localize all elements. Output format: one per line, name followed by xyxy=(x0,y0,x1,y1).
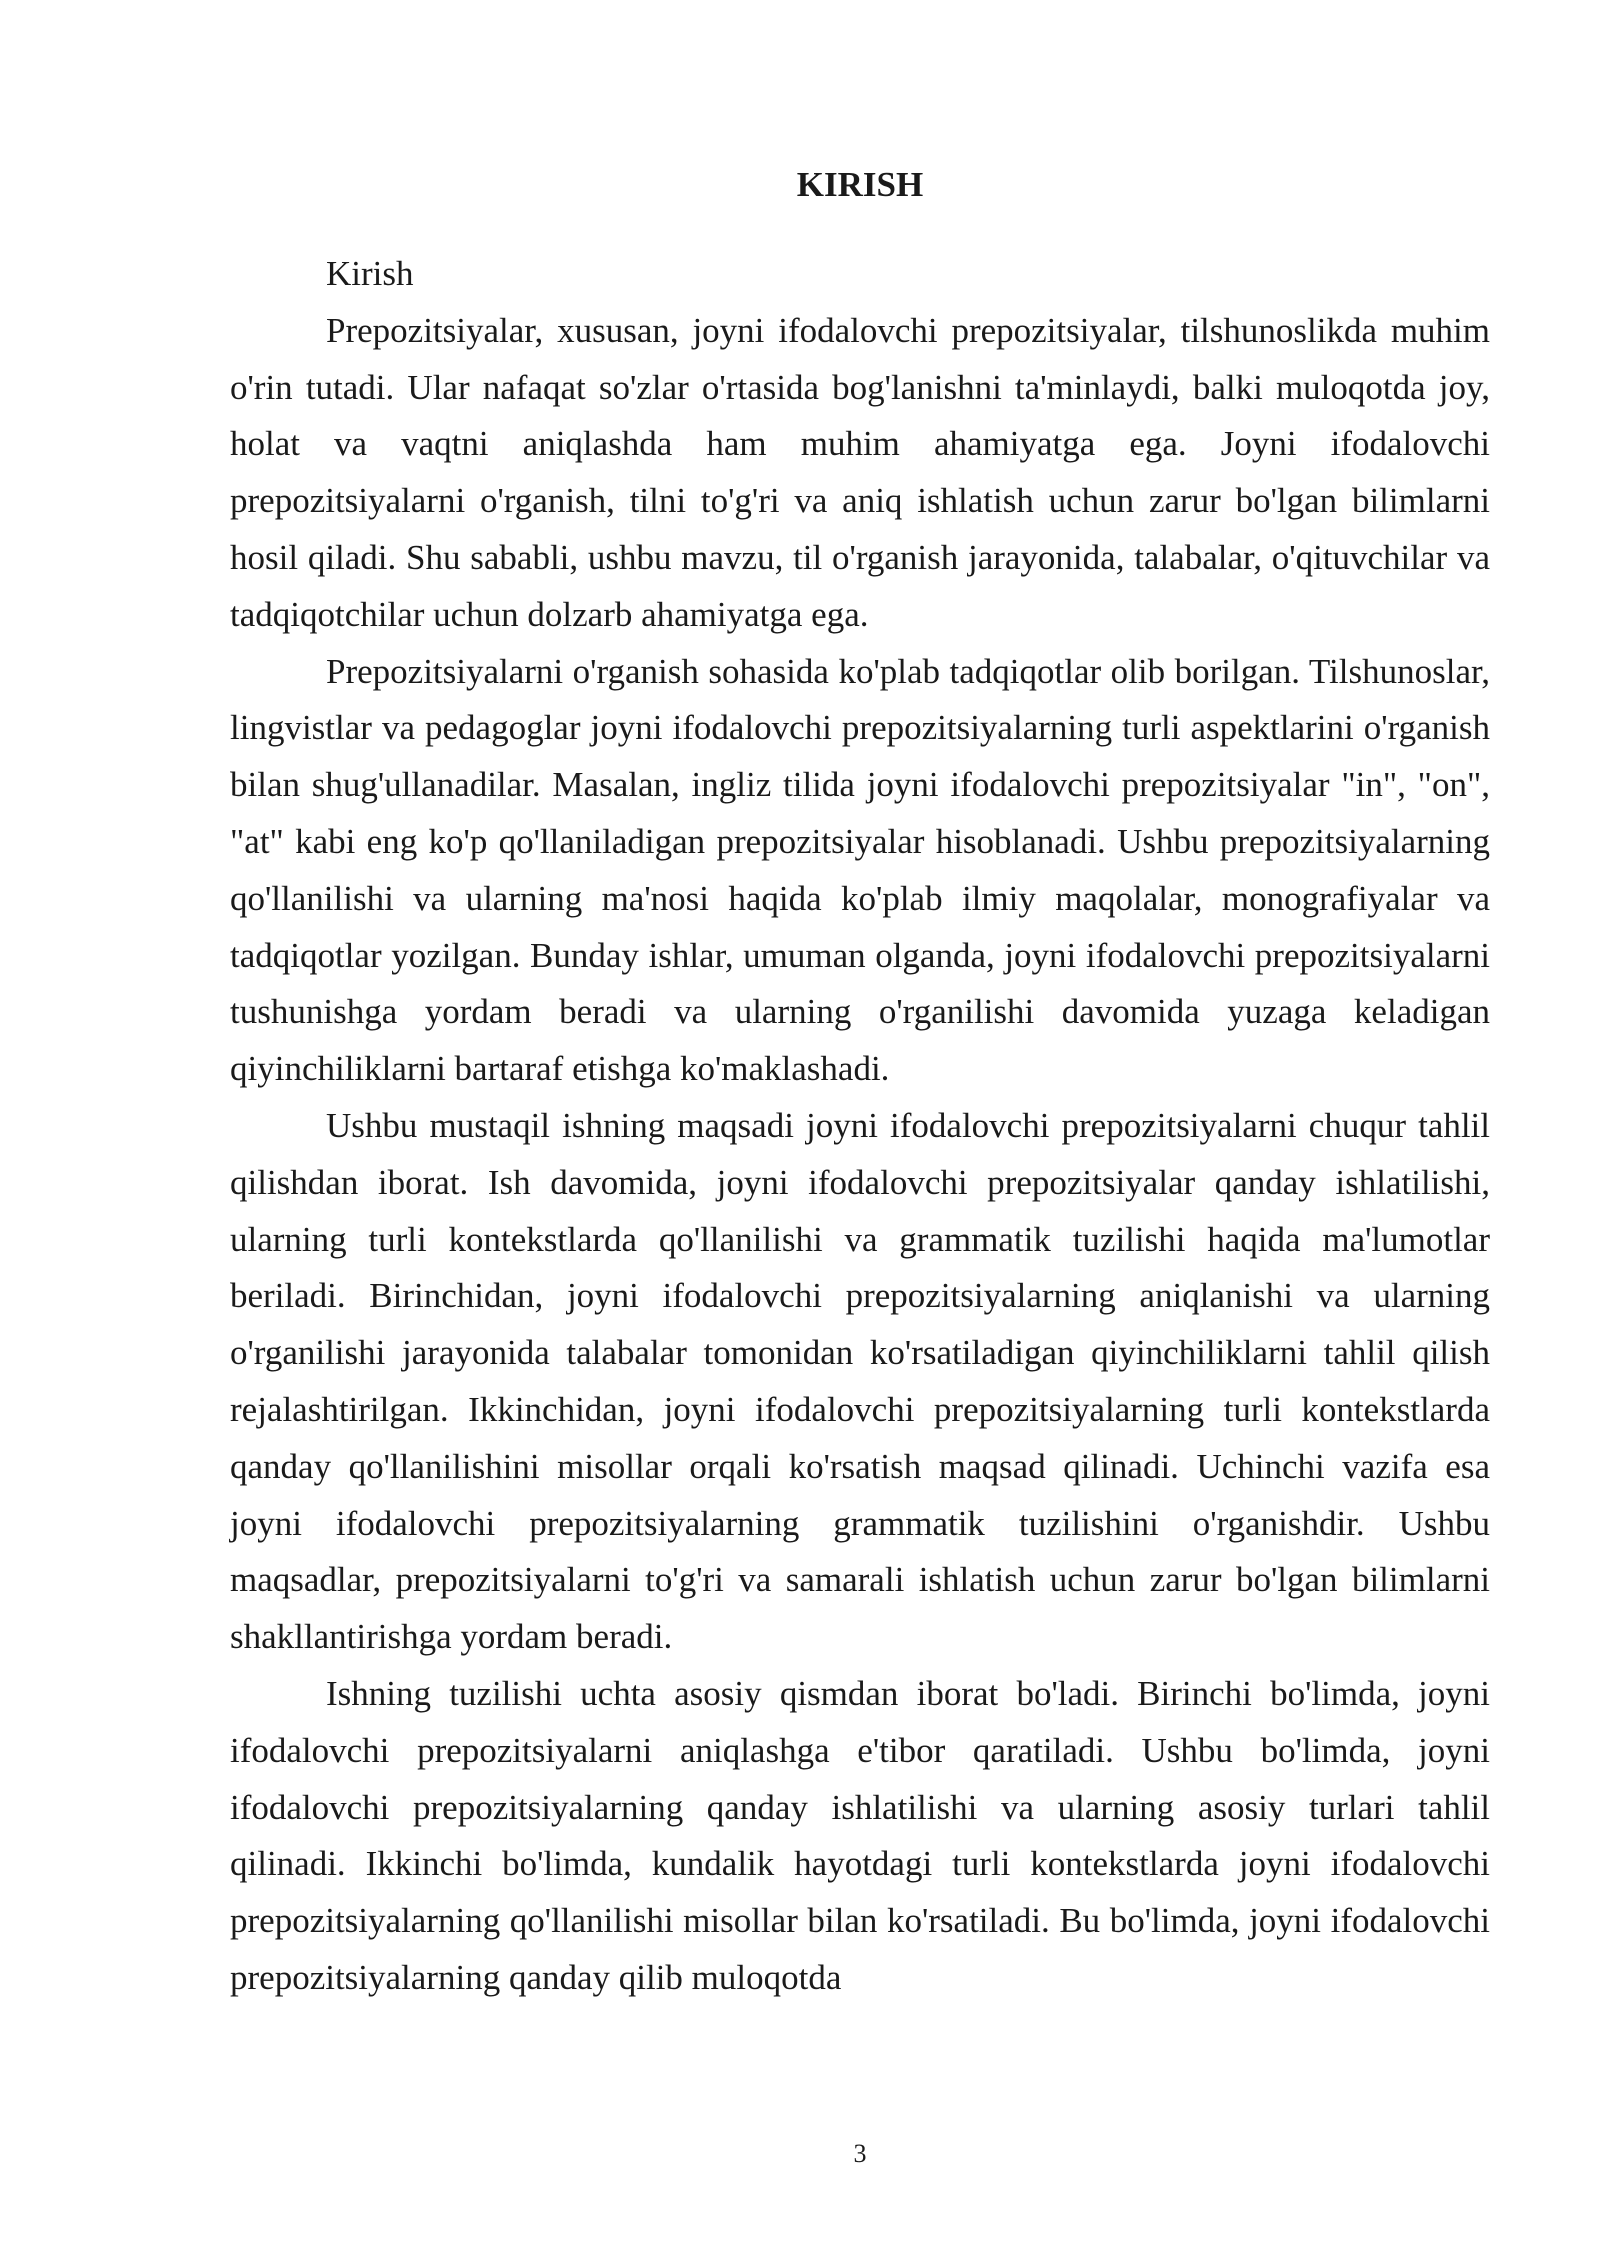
page-number: 3 xyxy=(853,2139,867,2168)
paragraph-1: Prepozitsiyalar, xususan, joyni ifodalovchi prepozitsiyalar, tilshunoslikda muhim o'rin tutadi. Ular nafaqat so'zlar o'rtasida bog'lanishni ta'minlaydi, balki muloqotda joy, holat va vaqtni aniqlashda ham muhim ahamiyatga ega. Joyni ifodalovchi prepozitsiyalarni o'rganish, tilni to'g'ri va aniq ishlatish uchun zarur bo'lgan bilimlarni hosil qiladi. Shu sababli, ushbu mavzu, til o'rganish jarayonida, talabalar, o'qituvchilar va tadqiqotchilar uchun dolzarb ahamiyatga ega. xyxy=(230,310,1490,634)
paragraph-3: Ushbu mustaqil ishning maqsadi joyni ifodalovchi prepozitsiyalarni chuqur tahlil qilishdan iborat. Ish davomida, joyni ifodalovchi prepozitsiyalar qanday ishlatilishi, ularning turli kontekstlarda qo'llanilishi va grammatik tuzilishi haqida ma'lumotlar beriladi. Birinchidan, joyni ifodalovchi prepozitsiyalarning aniqlanishi va ularning o'rganilishi jarayonida talabalar tomonidan ko'rsatiladigan qiyinchiliklarni tahlil qilish rejalashtirilgan. Ikkinchidan, joyni ifodalovchi prepozitsiyalarning turli kontekstlarda qanday qo'llanilishini misollar orqali ko'rsatish maqsad qilinadi. Uchinchi vazifa esa joyni ifodalovchi prepozitsiyalarning grammatik tuzilishini o'rganishdir. Ushbu maqsadlar, prepozitsiyalarni to'g'ri va samarali ishlatish uchun zarur bo'lgan bilimlarni shakllantirishga yordam beradi. xyxy=(230,1105,1490,1657)
document-body xyxy=(230,246,1490,2007)
section-subheading: Kirish xyxy=(326,254,414,293)
paragraph-4: Ishning tuzilishi uchta asosiy qismdan iborat bo'ladi. Birinchi bo'limda, joyni ifodalovchi prepozitsiyalarni aniqlashga e'tibor qaratiladi. Ushbu bo'limda, joyni ifodalovchi prepozitsiyalarning qanday ishlatilishi va ularning asosiy turlari tahlil qilinadi. Ikkinchi bo'limda, kundalik hayotdagi turli kontekstlarda joyni ifodalovchi prepozitsiyalarning qo'llanilishi misollar bilan ko'rsatiladi. Bu bo'limda, joyni ifodalovchi prepozitsiyalarning qanday qilib muloqotda xyxy=(230,1673,1490,1997)
paragraph-2: Prepozitsiyalarni o'rganish sohasida ko'plab tadqiqotlar olib borilgan. Tilshunoslar, lingvistlar va pedagoglar joyni ifodalovchi prepozitsiyalarning turli aspektlarini o'rganish bilan shug'ullanadilar. Masalan, ingliz tilida joyni ifodalovchi prepozitsiyalar "in", "on", "at" kabi eng ko'p qo'llaniladigan prepozitsiyalar hisoblanadi. Ushbu prepozitsiyalarning qo'llanilishi va ularning ma'nosi haqida ko'plab ilmiy maqolalar, monografiyalar va tadqiqotlar yozilgan. Bunday ishlar, umuman olganda, joyni ifodalovchi prepozitsiyalarni tushunishga yordam beradi va ularning o'rganilishi davomida yuzaga keladigan qiyinchiliklarni bartaraf etishga ko'maklashadi. xyxy=(230,651,1490,1089)
page-title: KIRISH xyxy=(796,165,924,204)
